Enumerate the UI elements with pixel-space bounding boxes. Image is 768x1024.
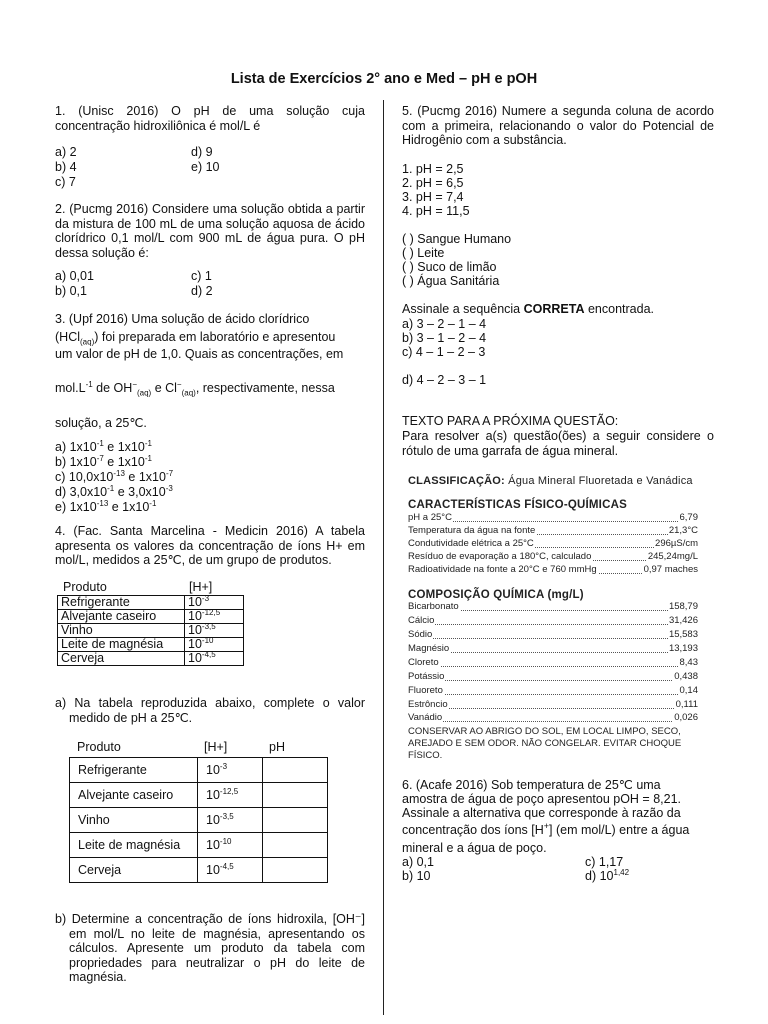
q5-substance-3: ( ) Suco de limão <box>402 260 497 274</box>
label-storage-note: CONSERVAR AO ABRIGO DO SOL, EM LOCAL LIMPO, SECO, AREJADO E SEM ODOR. NÃO CONGELAR. EVITAR CHOQUE FÍSICO. <box>408 726 682 761</box>
question-5-text: 5. (Pucmg 2016) Numere a segunda coluna de acordo com a primeira, relacionando o valor do Potencial de Hidrogênio com a substância. <box>402 104 714 147</box>
q6-option-a: a) 0,1 <box>402 855 434 869</box>
q6-option-c: c) 1,17 <box>585 855 624 869</box>
h-cell: $10^{-12,5}$ <box>185 610 244 624</box>
small-table-header-h: [H+] <box>189 580 213 594</box>
q3-option-b: b) $1x10^{-7}$ e $1x10^{-1}$ <box>55 453 152 469</box>
q5-option-c: c) 4 – 1 – 2 – 3 <box>402 345 486 359</box>
table-row <box>70 808 328 833</box>
product-cell: Leite de magnésia <box>70 833 198 858</box>
q5-substance-4: ( ) Água Sanitária <box>402 274 500 288</box>
q3-line-5: solução, a 25℃. <box>55 416 147 430</box>
q4-part-a: a) Na tabela reproduzida abaixo, complete o valor medido de pH a 25℃. <box>55 696 365 725</box>
product-cell: Vinho <box>58 624 185 638</box>
label-chem-row: Fluoreto 0,14 <box>408 685 698 696</box>
ph-answer-cell[interactable] <box>263 758 328 783</box>
product-cell: Refrigerante <box>70 758 198 783</box>
h-cell: $10^{-10}$ <box>198 833 263 858</box>
ph-answer-cell[interactable] <box>263 808 328 833</box>
product-cell: Cerveja <box>70 858 198 883</box>
q6-line-2: amostra de água de poço apresentou pOH = 8,21. <box>402 792 682 806</box>
q4-part-b: b) Determine a concentração de íons hidroxila, [OH⁻] em mol/L no leite de magnésia, apresentando os cálculos. Apresente um produto da tabela com propriedades para neutralizar o pH do leite de magnésia. <box>55 912 365 984</box>
label-physical-heading: CARACTERÍSTICAS FÍSICO-QUÍMICAS <box>408 499 627 511</box>
question-2-text: 2. (Pucmg 2016) Considere uma solução obtida a partir da mistura de 100 mL de uma solução aquosa de ácido clorídrico 0,1 mol/L com 900 mL de água pura. O pH dessa solução é: <box>55 202 365 260</box>
q3-option-d: d) $3,0x10^{-1}$ e $3,0x10^{-3}$ <box>55 483 173 499</box>
q5-substance-2: ( ) Leite <box>402 246 445 260</box>
q5-ph-3: 3. pH = 7,4 <box>402 190 464 204</box>
q5-option-d: d) 4 – 2 – 3 – 1 <box>402 373 487 387</box>
q3-option-e: e) $1x10^{-13}$ e $1x10^{-1}$ <box>55 498 157 514</box>
q1-option-e: e) 10 <box>191 160 220 174</box>
product-cell: Cerveja <box>58 652 185 666</box>
h-cell: $10^{-3,5}$ <box>198 808 263 833</box>
h-cell: $10^{-4,5}$ <box>198 858 263 883</box>
label-chem-row: Sódio 15,583 <box>408 629 698 640</box>
q6-line-1: 6. (Acafe 2016) Sob temperatura de 25℃ uma <box>402 778 661 792</box>
q1-option-c: c) 7 <box>55 175 76 189</box>
ph-answer-cell[interactable] <box>263 858 328 883</box>
product-cell: Alvejante caseiro <box>58 610 185 624</box>
label-phys-row: Resíduo de evaporação a 180°C, calculado 245,24mg/L <box>408 551 698 562</box>
label-chem-row: Cloreto 8,43 <box>408 657 698 668</box>
water-label <box>405 470 700 761</box>
texto-heading: TEXTO PARA A PRÓXIMA QUESTÃO: <box>402 414 619 428</box>
h-cell: $10^{-3}$ <box>185 596 244 610</box>
q6-option-d: d) 10$^{1,42}$ <box>585 867 630 883</box>
big-table-header-product: Produto <box>77 740 121 754</box>
texto-body: Para resolver a(s) questão(ões) a seguir considere o rótulo de uma garrafa de água mineral. <box>402 429 714 458</box>
q5-ph-4: 4. pH = 11,5 <box>402 204 470 218</box>
q5-prompt: Assinale a sequência CORRETA encontrada. <box>402 302 654 316</box>
q3-line-1: 3. (Upf 2016) Uma solução de ácido clorídrico <box>55 312 310 326</box>
q2-option-d: d) 2 <box>191 284 213 298</box>
table-row <box>70 783 328 808</box>
q1-option-d: d) 9 <box>191 145 213 159</box>
q6-line-5: mineral e a água de poço. <box>402 841 547 855</box>
ph-answer-table <box>69 757 328 883</box>
ph-answer-cell[interactable] <box>263 783 328 808</box>
label-phys-row: pH a 25°C 6,79 <box>408 512 698 523</box>
label-chem-row: Magnésio 13,193 <box>408 643 698 654</box>
label-phys-row: Condutividade elétrica a 25°C 296µS/cm <box>408 538 698 549</box>
big-table-header-h: [H+] <box>204 740 228 754</box>
label-chem-row: Vanádio 0,026 <box>408 712 698 723</box>
q1-option-b: b) 4 <box>55 160 77 174</box>
question-4-text: 4. (Fac. Santa Marcelina - Medicin 2016) A tabela apresenta os valores da concentração de íons H+ em mol/L, medidos a 25℃, de um grupo de produtos. <box>55 524 365 567</box>
ph-answer-cell[interactable] <box>263 833 328 858</box>
question-1-text: 1. (Unisc 2016) O pH de uma solução cuja concentração hidroxiliônica é mol/L é <box>55 104 365 133</box>
q5-option-a: a) 3 – 2 – 1 – 4 <box>402 317 487 331</box>
table-row <box>58 652 244 666</box>
table-row <box>58 624 244 638</box>
product-cell: Leite de magnésia <box>58 638 185 652</box>
product-cell: Vinho <box>70 808 198 833</box>
q3-option-c: c) $10,0x10^{-13}$ e $1x10^{-7}$ <box>55 468 174 484</box>
label-chemical-heading: COMPOSIÇÃO QUÍMICA (mg/L) <box>408 589 584 601</box>
concentration-table <box>57 595 244 666</box>
label-chem-row: Potássio 0,438 <box>408 671 698 682</box>
q1-option-a: a) 2 <box>55 145 77 159</box>
q3-line-4: $mol.L^{-1}$ de $OH^-_{(aq)}$ e $Cl^-_{(aq)}$, respectivamente, nessa <box>55 379 335 398</box>
q3-line-2: (HCl$_{(aq)}$) foi preparada em laboratório e apresentou <box>55 330 336 347</box>
table-row <box>70 758 328 783</box>
q2-option-c: c) 1 <box>191 269 212 283</box>
q5-substance-1: ( ) Sangue Humano <box>402 232 512 246</box>
q2-option-b: b) 0,1 <box>55 284 87 298</box>
h-cell: $10^{-3}$ <box>198 758 263 783</box>
q5-ph-2: 2. pH = 6,5 <box>402 176 464 190</box>
q5-ph-1: 1. pH = 2,5 <box>402 162 464 176</box>
h-cell: $10^{-3,5}$ <box>185 624 244 638</box>
product-cell: Alvejante caseiro <box>70 783 198 808</box>
page-title: Lista de Exercícios 2° ano e Med – pH e pOH <box>230 71 538 87</box>
h-cell: $10^{-10}$ <box>185 638 244 652</box>
label-phys-row: Temperatura da água na fonte 21,3°C <box>408 525 698 536</box>
q3-option-a: a) $1x10^{-1}$ e $1x10^{-1}$ <box>55 438 152 454</box>
q6-option-b: b) 10 <box>402 869 431 883</box>
q3-line-3: um valor de pH de 1,0. Quais as concentrações, em <box>55 347 344 361</box>
table-row <box>70 858 328 883</box>
q6-line-3: Assinale a alternativa que corresponde à razão da <box>402 806 681 820</box>
table-row <box>70 833 328 858</box>
h-cell: $10^{-12,5}$ <box>198 783 263 808</box>
label-chem-row: Estrôncio 0,111 <box>408 699 698 710</box>
big-table-header-ph: pH <box>269 740 285 754</box>
label-chem-row: Bicarbonato 158,79 <box>408 601 698 612</box>
column-divider <box>383 100 384 1015</box>
product-cell: Refrigerante <box>58 596 185 610</box>
small-table-header-product: Produto <box>63 580 107 594</box>
label-phys-row: Radioatividade na fonte a 20°C e 760 mmHg 0,97 maches <box>408 564 698 575</box>
q5-option-b: b) 3 – 1 – 2 – 4 <box>402 331 487 345</box>
label-classification: CLASSIFICAÇÃO: Água Mineral Fluoretada e Vanádica <box>408 475 693 487</box>
h-cell: $10^{-4,5}$ <box>185 652 244 666</box>
label-chem-row: Cálcio 31,426 <box>408 615 698 626</box>
q6-line-4: concentração dos íons [H+] (em mol/L) entre a água <box>402 820 690 837</box>
q2-option-a: a) 0,01 <box>55 269 94 283</box>
